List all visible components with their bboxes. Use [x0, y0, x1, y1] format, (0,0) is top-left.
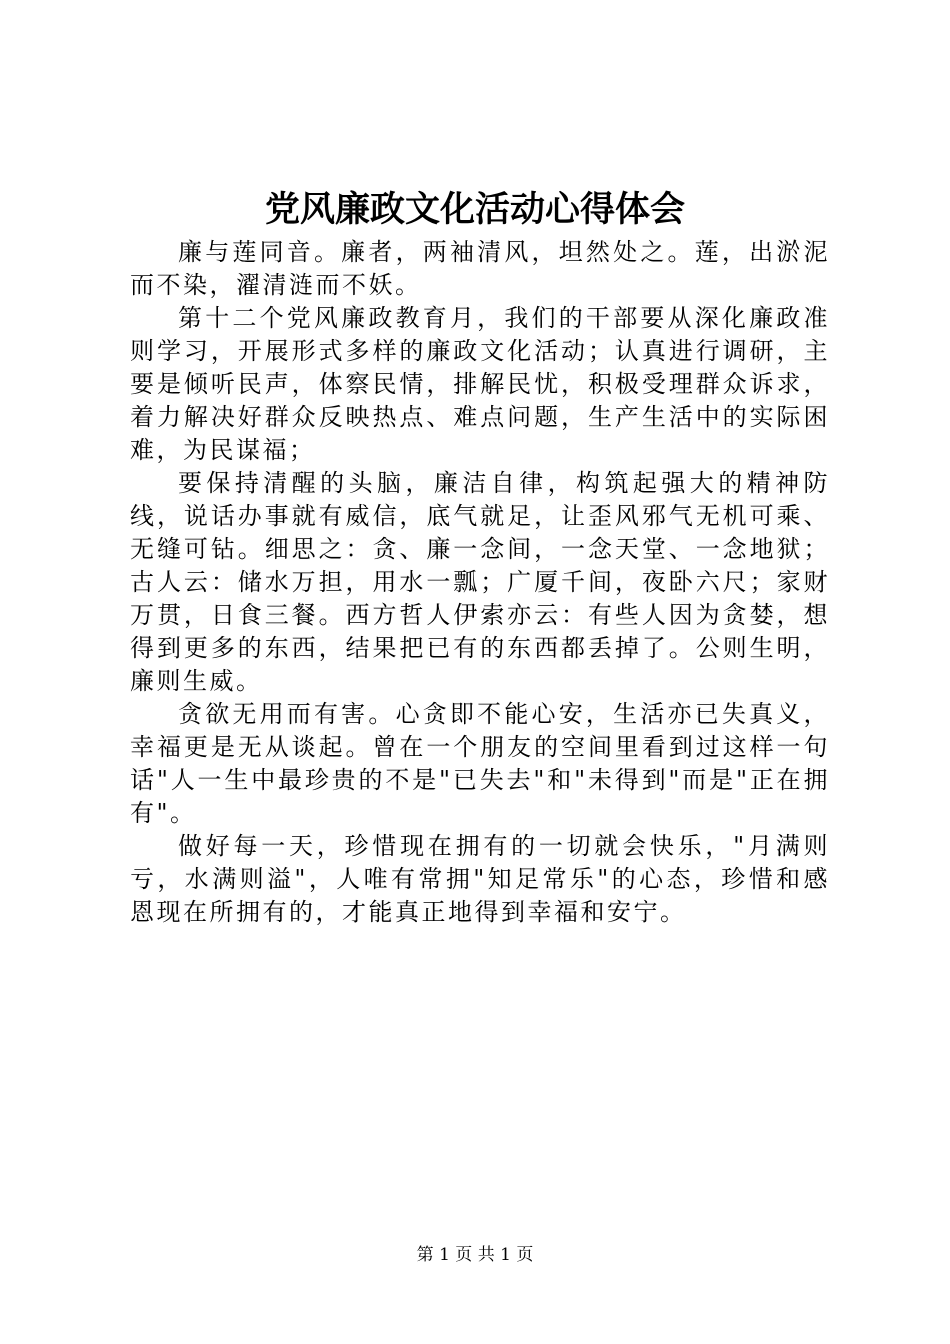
paragraph-5: 做好每一天，珍惜现在拥有的一切就会快乐，"月满则亏，水满则溢"，人唯有常拥"知足常乐"的心态，珍惜和感恩现在所拥有的，才能真正地得到幸福和安宁。	[130, 832, 830, 926]
paragraph-1: 廉与莲同音。廉者，两袖清风，坦然处之。莲，出淤泥而不染，濯清涟而不妖。	[130, 238, 830, 299]
document-body	[130, 236, 830, 929]
paragraph-3: 要保持清醒的头脑，廉洁自律，构筑起强大的精神防线，说话办事就有威信，底气就足，让歪风邪气无机可乘、无缝可钻。细思之：贪、廉一念间，一念天堂、一念地狱；古人云：储水万担，用水一瓢；广厦千间，夜卧六尺；家财万贯，日食三餐。西方哲人伊索亦云：有些人因为贪婪，想得到更多的东西，结果把已有的东西都丢掉了。公则生明，廉则生威。	[130, 469, 830, 695]
paragraph-4: 贪欲无用而有害。心贪即不能心安，生活亦已失真义，幸福更是无从谈起。曾在一个朋友的空间里看到过这样一句话"人一生中最珍贵的不是"已失去"和"未得到"而是"正在拥有"。	[130, 700, 830, 827]
paragraph-2: 第十二个党风廉政教育月，我们的干部要从深化廉政准则学习，开展形式多样的廉政文化活动；认真进行调研，主要是倾听民声，体察民情，排解民忧，积极受理群众诉求，着力解决好群众反映热点、难点问题，生产生活中的实际困难，为民谋福；	[130, 304, 830, 464]
document-title: 党风廉政文化活动心得体会	[264, 189, 685, 230]
page-footer: 第 1 页 共 1 页	[416, 1245, 534, 1265]
